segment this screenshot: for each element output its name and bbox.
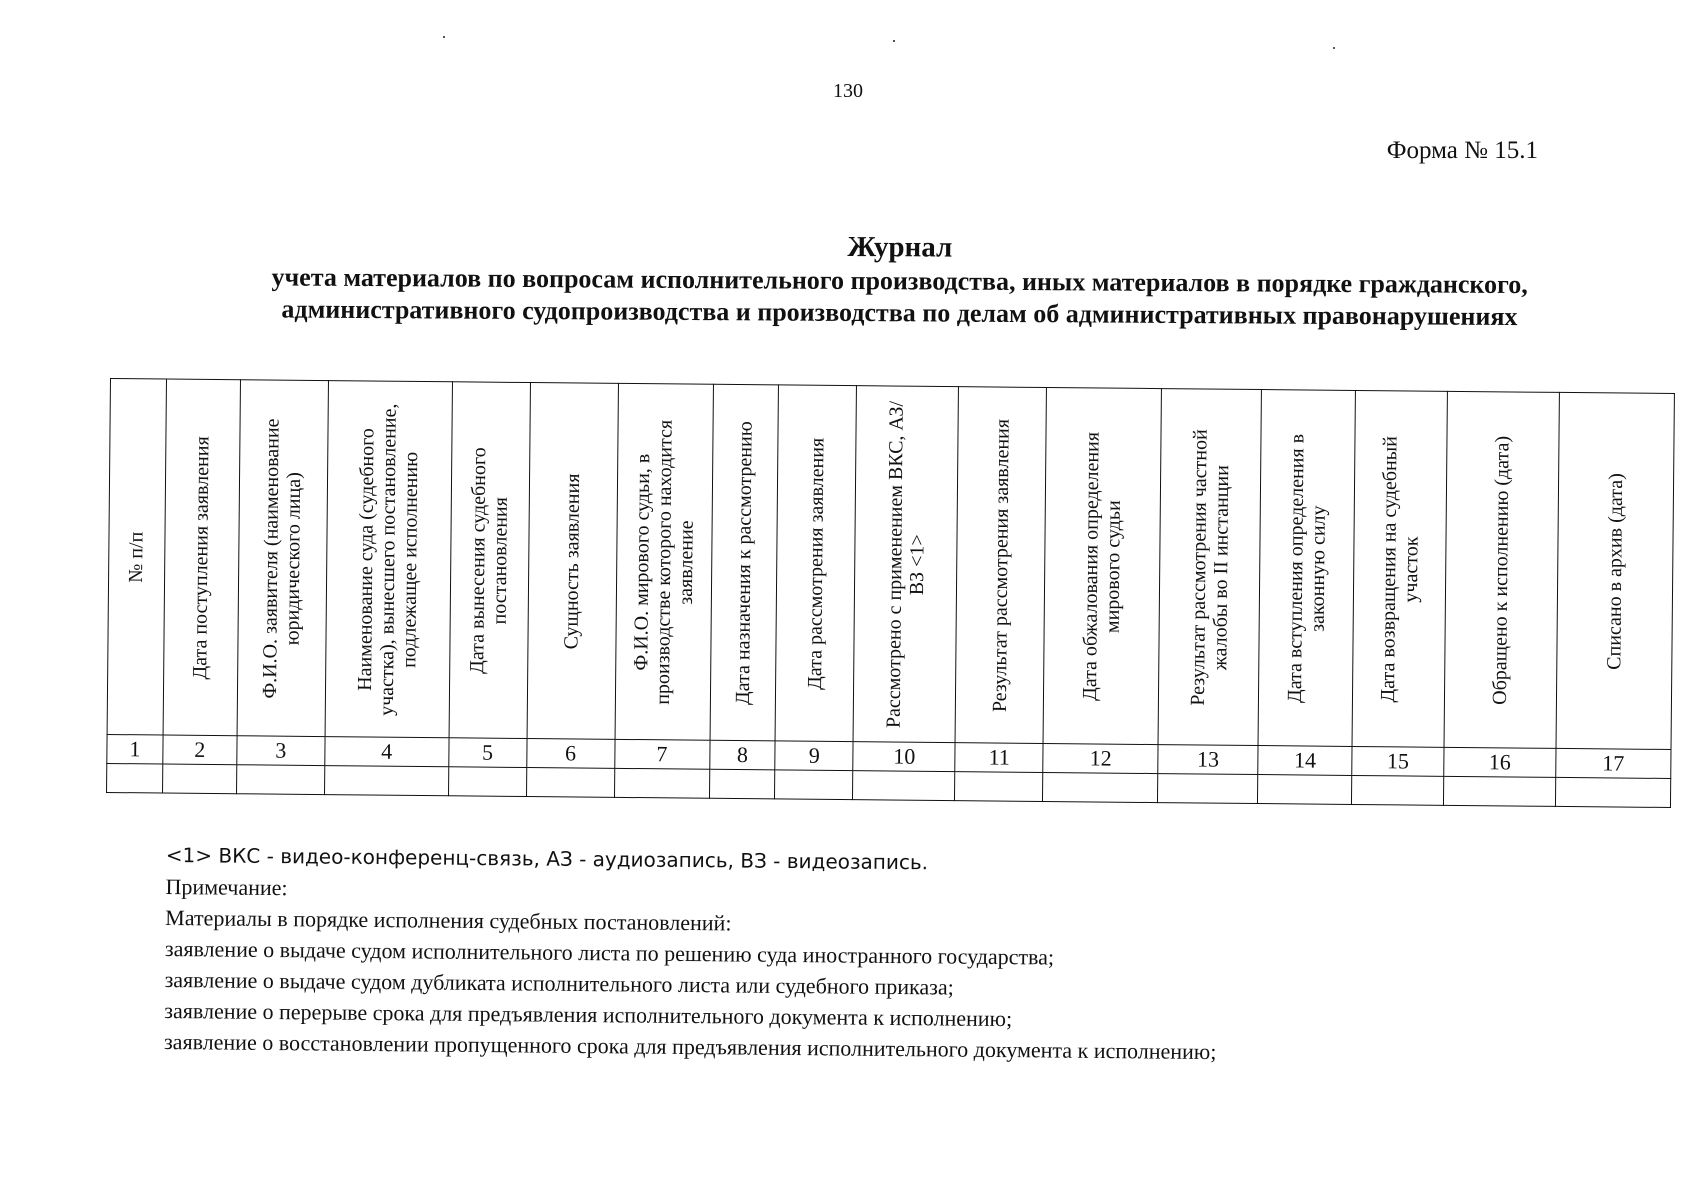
column-header-label: Дата поступления заявления [189,435,214,680]
column-number: 2 [163,735,237,765]
table-cell [1352,775,1444,805]
table-cell [853,771,955,801]
table-cell [1158,774,1258,804]
column-number: 3 [237,736,325,766]
column-number: 8 [709,740,775,770]
column-header [325,381,452,738]
column-header [1043,387,1161,744]
table-cell [107,763,163,793]
column-number: 10 [853,742,955,772]
column-number: 6 [526,739,614,769]
column-number: 14 [1258,746,1352,776]
column-header-label: Сущность заявления [560,472,585,649]
column-header [853,386,958,743]
note-line: заявление о выдаче судом исполнительного листа по решению суда иностранного государства; [164,935,1055,970]
notes-section [164,840,1616,1071]
column-number: 9 [775,741,853,771]
column-header [1444,391,1559,748]
column-header-label: Списано в архив (дата) [1603,472,1628,670]
column-number: 4 [325,737,449,767]
table-cell [324,766,448,796]
column-header-label: Обращено к исполнению (дата) [1489,435,1514,705]
column-header-label: Результат рассмотрения частной жалобы во II инстанции [1186,428,1233,706]
column-header-label: № п/п [125,531,148,583]
column-header [1158,389,1261,746]
column-number: 17 [1556,748,1671,778]
footnote: <1> ВКС - видео-конференц-связь, АЗ - аудиозапись, ВЗ - видеозапись. [165,842,929,875]
note-line: Примечание: [165,873,288,901]
column-header-label: Дата вынесения судебного постановления [466,446,513,674]
table-cell [1258,775,1352,805]
table-cell [775,770,853,800]
scan-speck [893,40,895,42]
document-title [199,225,1600,334]
scan-speck [443,36,445,38]
note-line: заявление о перерыве срока для предъявления исполнительного документа к исполнению; [164,997,1013,1032]
column-number: 1 [107,734,163,764]
column-header [449,382,530,739]
column-number: 11 [955,743,1043,773]
note-line: Материалы в порядке исполнения судебных постановлений: [165,904,732,936]
column-header [1556,392,1674,749]
note-line: заявление о выдаче судом дубликата исполнительного листа или судебного приказа; [164,966,954,1000]
scan-speck [1333,47,1335,49]
table-cell [526,768,614,798]
note-line: заявление о восстановлении пропущенного срока для предъявления исполнительного документа к исполнению; [163,1028,1217,1065]
table-cell [162,764,236,794]
table-cell [236,765,324,795]
column-header [107,379,166,736]
title-main: Журнал [847,230,953,264]
title-sub: учета материалов по вопросам исполнительного производства, иных материалов в порядке гражданского, административного судопроизводства и производства по делам об административных правонарушениях [271,262,1528,332]
table-cell [1555,777,1670,807]
column-header [1258,390,1355,747]
column-number: 13 [1158,745,1258,775]
column-number: 15 [1352,746,1444,776]
column-header-label: Дата вступления определения в законную силу [1283,433,1330,703]
column-header-label: Дата назначения к рассмотрению [731,420,757,705]
journal-table [106,378,1675,808]
table-cell [1043,772,1158,802]
column-header-label: Результат рассмотрения заявления [988,418,1014,712]
column-number: 7 [614,739,709,769]
column-header [615,383,713,740]
column-number: 12 [1043,743,1158,773]
column-header [527,383,618,740]
column-header [163,379,240,736]
column-number: 16 [1444,747,1556,777]
column-header-label: Наименование суда (судебного участка), вынесшего постановление, подлежащее исполнению [354,402,423,716]
table-cell [448,767,526,797]
column-header-label: Ф.И.О. заявителя (наименование юридического лица) [259,417,306,699]
page-number: 130 [833,80,863,102]
table-cell [614,768,709,798]
column-number: 5 [449,738,527,768]
table-cell [709,769,775,799]
column-header [955,387,1046,744]
header-row [107,379,1674,750]
column-header [710,384,779,741]
column-header-label: Дата рассмотрения заявления [803,437,829,690]
column-header-label: Рассмотрено с применением ВКС, АЗ/ВЗ <1> [882,400,929,728]
column-header [237,380,328,737]
form-number: Форма № 15.1 [1386,137,1538,164]
column-header-label: Дата возвращения на судебный участок [1376,435,1423,703]
column-header-label: Ф.И.О. мирового судьи, в производстве которого находится заявление [629,419,698,705]
column-header-label: Дата обжалования определения мирового судьи [1079,431,1126,701]
table-cell [955,772,1043,802]
column-header [776,385,857,742]
table-cell [1443,776,1555,806]
column-header [1352,390,1447,747]
